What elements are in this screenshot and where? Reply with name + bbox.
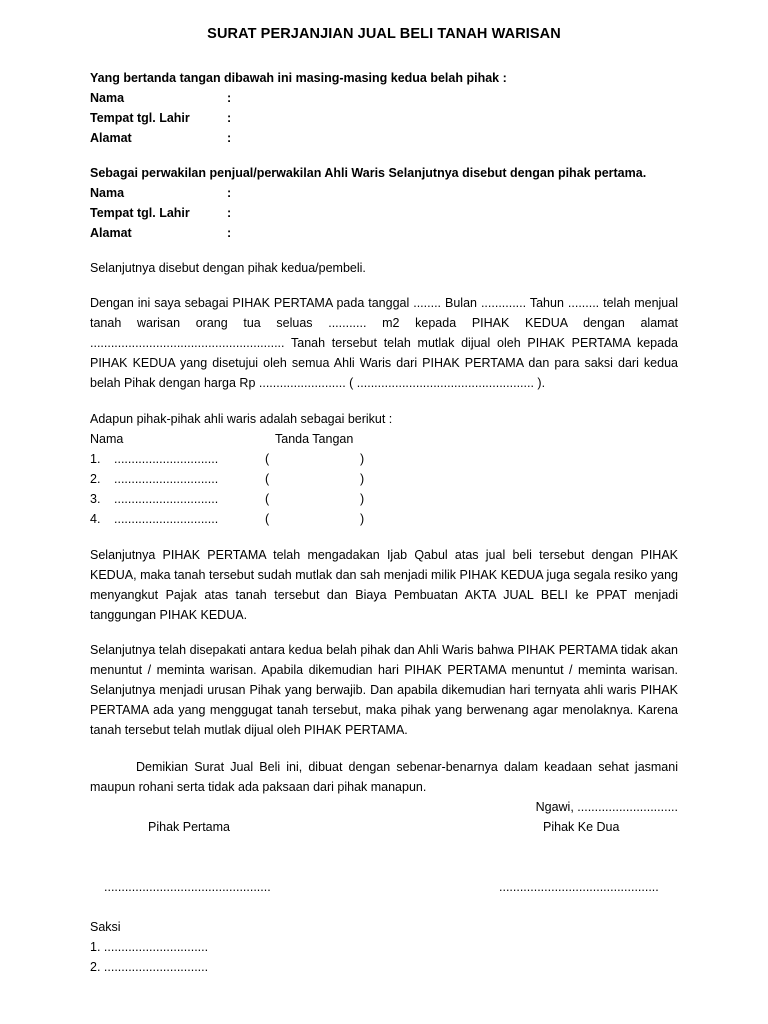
colon: : <box>227 131 232 145</box>
signature-open-paren: ( <box>265 492 270 506</box>
signature-close-paren: ) <box>360 512 365 526</box>
representative-line: Sebagai perwakilan penjual/perwakilan Ahli Waris Selanjutnya disebut dengan pihak pertama. <box>90 166 647 180</box>
heirs-header-nama: Nama <box>90 432 124 446</box>
pihak-pertama-label: Pihak Pertama <box>148 820 230 834</box>
heir-number: 4. <box>90 512 101 526</box>
signature-open-paren: ( <box>265 512 270 526</box>
heir-row <box>90 449 410 469</box>
intro-line: Yang bertanda tangan dibawah ini masing-masing kedua belah pihak : <box>90 71 507 85</box>
colon: : <box>227 226 232 240</box>
heir-row <box>90 509 410 529</box>
label-ttl: Tempat tgl. Lahir <box>90 206 190 220</box>
document-title: SURAT PERJANJIAN JUAL BELI TANAH WARISAN <box>207 26 561 42</box>
signature-close-paren: ) <box>360 492 365 506</box>
field-ttl-2 <box>90 203 678 223</box>
colon: : <box>227 111 232 125</box>
saksi-item: 1. .............................. <box>90 940 209 954</box>
field-ttl-1 <box>90 108 678 128</box>
agreement-paragraph: Selanjutnya telah disepakati antara kedua belah pihak dan Ahli Waris bahwa PIHAK PERTAMA tidak akan menuntut / meminta warisan. Apabila dikemudian hari PIHAK PERTAMA menuntut / meminta warisan. Selanjutnya menjadi urusan Pihak yang berwajib. Dan apabila dikemudian hari ternyata ahli waris PIHAK PERTAMA ada yang menggugat tanah tersebut, maka pihak yang berwenang agar menolaknya. Karena tanah tersebut telah mutlak dijual oleh PIHAK PERTAMA. <box>90 643 678 737</box>
label-nama: Nama <box>90 186 125 200</box>
first-party-section <box>90 68 678 148</box>
signature-line-pihak-kedua: .............................................. <box>499 880 659 894</box>
heirs-intro: Adapun pihak-pihak ahli waris adalah sebagai berikut : <box>90 412 393 426</box>
heir-name-blank: .............................. <box>114 512 219 526</box>
saksi-item: 2. .............................. <box>90 960 209 974</box>
signature-line-pihak-pertama: ................................................ <box>104 880 271 894</box>
signature-open-paren: ( <box>265 472 270 486</box>
signature-open-paren: ( <box>265 452 270 466</box>
pihak-kedua-label: Pihak Ke Dua <box>543 820 620 834</box>
closing-paragraph: Demikian Surat Jual Beli ini, dibuat dengan sebenar-benarnya dalam keadaan sehat jasmani maupun rohani serta tidak ada paksaan dari pihak manapun. <box>90 760 678 794</box>
heir-row <box>90 469 410 489</box>
heir-name-blank: .............................. <box>114 452 219 466</box>
heir-name-blank: .............................. <box>114 492 219 506</box>
saksi-title: Saksi <box>90 920 121 934</box>
heirs-header-ttd: Tanda Tangan <box>275 432 354 446</box>
place-date: Ngawi, ............................. <box>535 800 678 814</box>
label-alamat: Alamat <box>90 226 132 240</box>
heir-row <box>90 489 410 509</box>
second-party-section <box>90 163 678 243</box>
field-alamat-1 <box>90 128 678 148</box>
heir-number: 1. <box>90 452 101 466</box>
heir-name-blank: .............................. <box>114 472 219 486</box>
ijab-qabul-paragraph: Selanjutnya PIHAK PERTAMA telah mengadakan Ijab Qabul atas jual beli tersebut dengan PIHAK KEDUA, maka tanah tersebut sudah mutlak dan sah menjadi milik PIHAK KEDUA juga segala resiko yang menyangkut Pajak atas tanah tersebut dan Biaya Pembuatan AKTA JUAL BELI ke PPAT menjadi tanggungan PIHAK KEDUA. <box>90 548 678 622</box>
field-alamat-2 <box>90 223 678 243</box>
heir-number: 3. <box>90 492 101 506</box>
heirs-table <box>90 429 410 529</box>
sale-paragraph: Dengan ini saya sebagai PIHAK PERTAMA pada tanggal ........ Bulan ............. Tahun ......... telah menjual tanah warisan orang tua seluas ........... m2 kepada PIHAK KEDUA dengan alamat ........................................................ Tanah tersebut telah mutlak dijual oleh PIHAK PERTAMA kepada PIHAK KEDUA yang disetujui oleh semua Ahli Waris dari PIHAK PERTAMA dan para saksi dari kedua belah Pihak dengan harga Rp ......................... ( ................................................... ). <box>90 296 678 390</box>
signature-close-paren: ) <box>360 452 365 466</box>
label-alamat: Alamat <box>90 131 132 145</box>
colon: : <box>227 186 232 200</box>
colon: : <box>227 91 232 105</box>
second-party-line: Selanjutnya disebut dengan pihak kedua/pembeli. <box>90 261 366 275</box>
signature-close-paren: ) <box>360 472 365 486</box>
label-ttl: Tempat tgl. Lahir <box>90 111 190 125</box>
heir-number: 2. <box>90 472 101 486</box>
label-nama: Nama <box>90 91 125 105</box>
field-nama-1 <box>90 88 678 108</box>
heirs-header <box>90 429 410 449</box>
colon: : <box>227 206 232 220</box>
field-nama-2 <box>90 183 678 203</box>
